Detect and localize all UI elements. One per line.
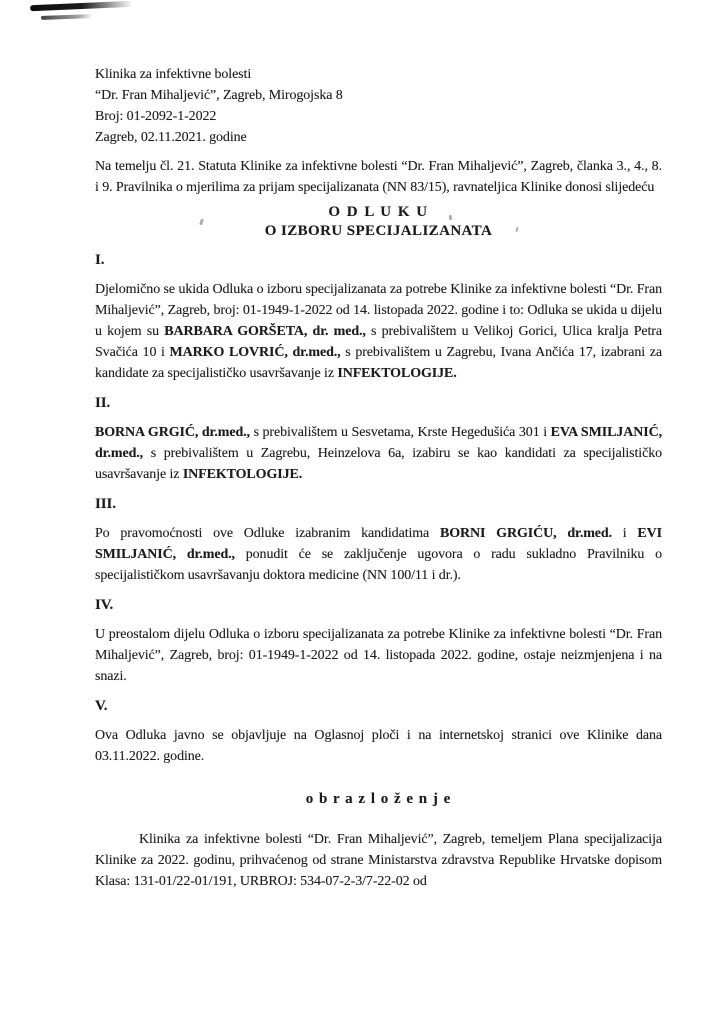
text-segment: i [612, 526, 638, 541]
decision-title [95, 203, 662, 241]
rationale-heading: o b r a z l o ž e n j e [305, 791, 452, 807]
candidate-name: MARKO LOVRIĆ, dr.med., [169, 345, 341, 360]
text-segment: s prebivalištem u Zagrebu, Ivana Ančića 17, izabrani za kandidate za specijalističko usavršavanje iz [95, 345, 662, 381]
section-2-paragraph [95, 422, 662, 485]
candidate-name: BORNA GRGIĆ, dr.med., [95, 425, 250, 440]
section-4-paragraph [95, 624, 662, 687]
section-number-2: II. [95, 395, 111, 411]
section-1-paragraph [95, 279, 662, 384]
letterhead [95, 64, 662, 148]
candidate-name: EVI SMILJANIĆ, dr.med., [95, 526, 662, 562]
specialty-name: INFEKTOLOGIJE. [182, 467, 303, 482]
legal-basis-paragraph: Na temelju čl. 21. Statuta Klinike za infektivne bolesti “Dr. Fran Mihaljević”, Zagreb, članka 3., 4., 8. i 9. Pravilnika o mjerilima za prijam specijalizanata (NN 83/15), ravnateljica Klinike donosi slijedeću [95, 159, 662, 195]
candidate-name: BARBARA GORŠETA, dr. med., [164, 324, 366, 339]
scan-artifact-streak-small [41, 14, 93, 20]
text-segment: ponudit će se zaključenje ugovora o radu sukladno Pravilniku o specijalističkom usavršavanju doktora medicine (NN 100/11 i dr.). [95, 547, 662, 583]
org-name: Klinika za infektivne bolesti [95, 67, 252, 82]
section-5-paragraph [95, 725, 662, 767]
text-segment: s prebivalištem u Velikoj Gorici, Ulica kralja Petra Svačića 10 i [95, 324, 662, 360]
candidate-name: EVA SMILJANIĆ, dr.med., [95, 425, 662, 461]
text-segment: Djelomično se ukida Odluka o izboru specijalizanata za potrebe Klinike za infektivne bolesti “Dr. Fran Mihaljević”, Zagreb, broj: 01-1949-1-2022 od 14. listopada 2022. godine i to: Odluka se ukida u dijelu u kojem su [95, 282, 662, 339]
text-segment: s prebivalištem u Zagrebu, Heinzelova 6a, izabiru se kao kandidati za specijalističko usavršavanje iz [95, 446, 662, 482]
text-segment: Ova Odluka javno se objavljuje na Oglasnoj ploči i na internetskoj stranici ove Klinike dana 03.11.2022. godine. [95, 728, 662, 764]
rationale-paragraph: Klinika za infektivne bolesti “Dr. Fran Mihaljević”, Zagreb, temeljem Plana specijalizacija Klinike za 2022. godinu, prihvaćenog od strane Ministarstva zdravstva Republike Hrvatske dopisom Klasa: 131-01/22-01/191, URBROJ: 534-07-2-3/7-22-02 od [95, 832, 662, 889]
document-date: Zagreb, 02.11.2021. godine [95, 130, 247, 145]
text-segment: s prebivalištem u Sesvetama, Krste Hegedušića 301 i [249, 425, 551, 440]
section-number-3: III. [95, 496, 116, 512]
decision-title-line2: O IZBORU SPECIJALIZANATA [264, 223, 493, 239]
text-segment: Po pravomoćnosti ove Odluke izabranim kandidatima [95, 526, 440, 541]
candidate-name: BORNI GRGIĆU, dr.med. [439, 526, 612, 541]
section-3-paragraph [95, 523, 662, 586]
decision-title-line1: O D L U K U [328, 204, 429, 220]
text-segment: U preostalom dijelu Odluka o izboru specijalizanata za potrebe Klinike za infektivne bolesti “Dr. Fran Mihaljević”, Zagreb, broj: 01-1949-1-2022 od 14. listopada 2022. godine, ostaje neizmjenjena i na snazi. [95, 627, 662, 684]
scan-artifact-streak-top [30, 1, 133, 11]
section-number-1: I. [95, 252, 105, 268]
specialty-name: INFEKTOLOGIJE. [337, 366, 457, 381]
section-number-5: V. [95, 698, 108, 714]
document-number: Broj: 01-2092-1-2022 [95, 109, 217, 124]
section-number-4: IV. [95, 597, 114, 613]
document-content [95, 64, 662, 892]
org-address: “Dr. Fran Mihaljević”, Zagreb, Mirogojska 8 [95, 88, 343, 103]
